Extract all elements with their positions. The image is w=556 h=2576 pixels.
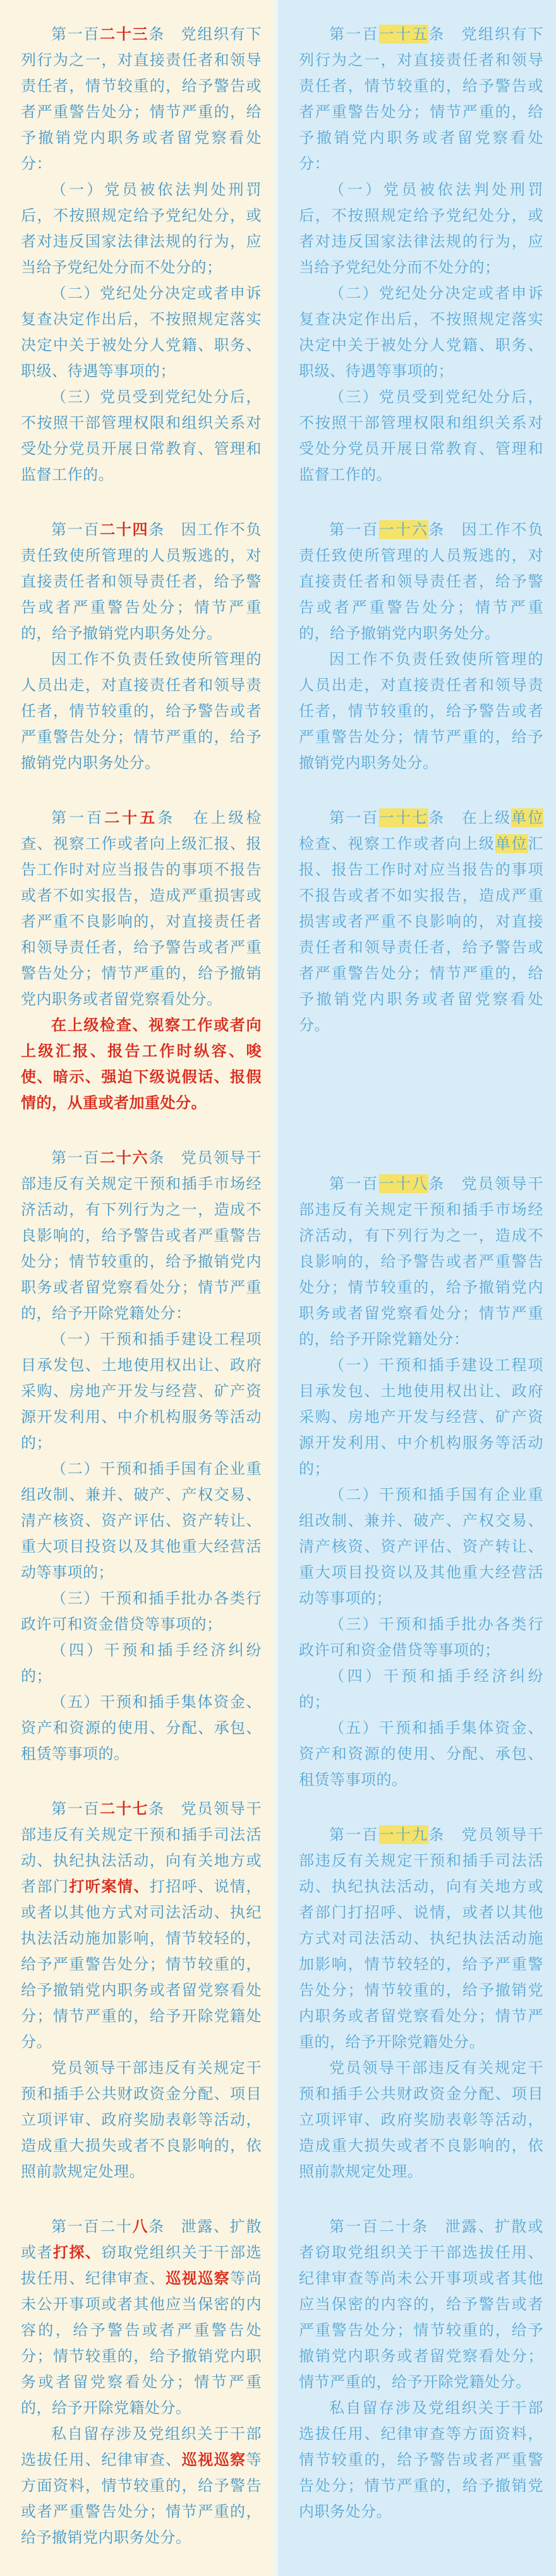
text-run: 党员领导干部违反有关规定干预和插手公共财政资金分配、项目立项评审、政府奖励表彰等活动，造成重大损失或者不良影响的，依照前款规定处理。 bbox=[21, 2059, 262, 2180]
paragraph bbox=[299, 1352, 543, 1482]
paragraph bbox=[21, 1145, 262, 1327]
text-run: 检查、视察工作或者向上级 bbox=[299, 835, 495, 853]
regulation-article bbox=[21, 21, 262, 488]
regulation-article bbox=[299, 1822, 543, 2185]
red-diff-highlight: 二十四 bbox=[100, 521, 149, 538]
regulation-article bbox=[299, 21, 543, 488]
text-run: 第一百 bbox=[51, 1149, 100, 1167]
red-diff-highlight: 二十六 bbox=[100, 1149, 149, 1167]
text-run: 条 党组织有下列行为之一，对直接责任者和领导责任者，情节较重的，给予警告或者严重警告处分；情节严重的，给予撤销党内职务或者留党察看处分： bbox=[299, 25, 543, 173]
column-old-regulation bbox=[278, 0, 556, 2576]
text-run: 因工作不负责任致使所管理的人员出走，对直接责任者和领导责任者，情节较重的，给予警告或者严重警告处分；情节严重的，给予撤销党内职务处分。 bbox=[21, 650, 262, 772]
red-diff-highlight: 在上级检查、视察工作或者向上级汇报、报告工作时纵容、唆使、暗示、强迫下级说假话、报假情的，从重或者加重处分。 bbox=[21, 1016, 262, 1112]
paragraph bbox=[299, 177, 543, 281]
text-run: （五）干预和插手集体资金、资产和资源的使用、分配、承包、租赁等事项的。 bbox=[21, 1693, 262, 1763]
yellow-diff-highlight: 一十六 bbox=[378, 521, 429, 538]
text-run: 条 在上级 bbox=[428, 809, 512, 827]
red-diff-highlight: 二十七 bbox=[100, 1800, 149, 1818]
text-run: （五）干预和插手集体资金、资产和资源的使用、分配、承包、租赁等事项的。 bbox=[299, 1719, 543, 1789]
paragraph bbox=[21, 1012, 262, 1116]
paragraph bbox=[299, 2055, 543, 2185]
yellow-diff-highlight: 一十九 bbox=[378, 1826, 429, 1844]
text-run: （三）干预和插手批办各类行政许可和资金借贷等事项的； bbox=[21, 1589, 262, 1633]
paragraph bbox=[21, 281, 262, 384]
paragraph bbox=[299, 517, 543, 647]
red-diff-highlight: 打听案情、 bbox=[69, 1878, 150, 1895]
paragraph bbox=[21, 647, 262, 776]
text-run: 第一百二十 bbox=[51, 2218, 133, 2235]
paragraph bbox=[299, 2214, 543, 2395]
paragraph bbox=[21, 1327, 262, 1456]
text-run: 条 党员领导干部违反有关规定干预和插手司法活动、执纪执法活动，向有关地方或者部门打招呼、说情，或者以其他方式对司法活动、执纪执法活动施加影响，情节较轻的，给予严重警告处分；情节较重的，给予撤销党内职务或者留党察看处分；情节严重的，给予开除党籍处分。 bbox=[299, 1826, 543, 2051]
text-run: 第一百 bbox=[51, 25, 100, 43]
text-run: 第一百 bbox=[51, 809, 105, 827]
paragraph bbox=[21, 2055, 262, 2185]
paragraph bbox=[299, 1715, 543, 1793]
yellow-diff-highlight: 单位 bbox=[495, 835, 528, 853]
text-run: （三）党员受到党纪处分后，不按照干部管理权限和组织关系对受处分党员开展日常教育、管理和监督工作的。 bbox=[21, 388, 262, 483]
text-run: 第一百 bbox=[51, 521, 100, 538]
text-run: （一）干预和插手建设工程项目承发包、土地使用权出让、政府采购、房地产开发与经营、矿产资源开发利用、中介机构服务等活动的； bbox=[21, 1330, 262, 1452]
paragraph bbox=[21, 1637, 262, 1689]
text-run: 条 在上级检查、视察工作或者向上级汇报、报告工作时对应当报告的事项不报告或者不如实报告，造成严重损害或者严重不良影响的，对直接责任者和领导责任者，给予警告或者严重警告处分；情节严重的，给予撤销党内职务或者留党察看处分。 bbox=[21, 809, 262, 1008]
text-run: 私自留存涉及党组织关于干部选拔任用、纪律审查、 bbox=[21, 2425, 262, 2469]
paragraph bbox=[21, 805, 262, 1012]
text-run: 等尚未公开事项或者其他应当保密的内容的，给予警告或者严重警告处分；情节较重的，给予撤销党内职务或者留党察看处分；情节严重的，给予开除党籍处分。 bbox=[21, 2269, 262, 2417]
regulation-article bbox=[299, 517, 543, 776]
red-diff-highlight: 八 bbox=[132, 2218, 149, 2235]
yellow-diff-highlight: 单位 bbox=[511, 809, 544, 827]
red-diff-highlight: 二十三 bbox=[100, 25, 149, 43]
text-run: 第一百 bbox=[51, 1800, 100, 1818]
text-run: 第一百 bbox=[329, 1175, 379, 1193]
paragraph bbox=[299, 281, 543, 384]
regulation-article bbox=[21, 517, 262, 776]
paragraph bbox=[21, 21, 262, 177]
paragraph bbox=[21, 1689, 262, 1767]
text-run: 第一百二十条 泄露、扩散或者窃取党组织关于干部选拔任用、纪律审查等尚未公开事项或者其他应当保密的内容的，给予警告或者严重警告处分；情节较重的，给予撤销党内职务或者留党察看处分；情节严重的，给予开除党籍处分。 bbox=[299, 2218, 543, 2391]
paragraph bbox=[299, 1663, 543, 1715]
red-diff-highlight: 巡视巡察 bbox=[181, 2451, 246, 2469]
text-run: 第一百 bbox=[329, 809, 379, 827]
text-run: （二）党纪处分决定或者申诉复查决定作出后，不按照规定落实决定中关于被处分人党籍、职务、职级、待遇等事项的； bbox=[299, 284, 543, 380]
text-run: 党员领导干部违反有关规定干预和插手公共财政资金分配、项目立项评审、政府奖励表彰等活动，造成重大损失或者不良影响的，依照前款规定处理。 bbox=[299, 2059, 543, 2180]
red-diff-highlight: 打探、 bbox=[52, 2244, 102, 2261]
text-run: （一）干预和插手建设工程项目承发包、土地使用权出让、政府采购、房地产开发与经营、矿产资源开发利用、中介机构服务等活动的； bbox=[299, 1356, 543, 1478]
text-run: （一）党员被依法判处刑罚后，不按照规定给予党纪处分，或者对违反国家法律法规的行为，应当给予党纪处分而不处分的； bbox=[21, 181, 262, 276]
paragraph bbox=[21, 517, 262, 647]
text-run: 条 因工作不负责任致使所管理的人员叛逃的，对直接责任者和领导责任者，给予警告或者严重警告处分；情节严重的，给予撤销党内职务处分。 bbox=[21, 521, 262, 642]
paragraph bbox=[21, 384, 262, 488]
text-run: （二）干预和插手国有企业重组改制、兼并、破产、产权交易、清产核资、资产评估、资产转让、重大项目投资以及其他重大经营活动等事项的； bbox=[21, 1460, 262, 1581]
text-run: （三）干预和插手批办各类行政许可和资金借贷等事项的； bbox=[299, 1615, 543, 1659]
paragraph bbox=[299, 1822, 543, 2055]
paragraph bbox=[21, 1456, 262, 1586]
text-run: 第一百 bbox=[329, 25, 379, 43]
text-run: 窃取党组织关于干部选拔任用、纪律审查、 bbox=[21, 2244, 262, 2287]
text-run: 汇报、报告工作时对应当报告的事项不报告或者不如实报告，造成严重损害或者严重不良影响的，对直接责任者和领导责任者，给予警告或者严重警告处分；情节严重的，给予撤销党内职务或者留党察看处分。 bbox=[299, 835, 544, 1034]
text-run: （一）党员被依法判处刑罚后，不按照规定给予党纪处分，或者对违反国家法律法规的行为，应当给予党纪处分而不处分的； bbox=[299, 181, 543, 276]
text-run: 因工作不负责任致使所管理的人员出走，对直接责任者和领导责任者，情节较重的，给予警告或者严重警告处分；情节严重的，给予撤销党内职务处分。 bbox=[299, 650, 543, 772]
text-run: 条 泄露、扩散或者 bbox=[21, 2218, 262, 2261]
text-run: （二）干预和插手国有企业重组改制、兼并、破产、产权交易、清产核资、资产评估、资产转让、重大项目投资以及其他重大经营活动等事项的； bbox=[299, 1486, 543, 1607]
text-run: （二）党纪处分决定或者申诉复查决定作出后，不按照规定落实决定中关于被处分人党籍、职务、职级、待遇等事项的； bbox=[21, 284, 262, 380]
yellow-diff-highlight: 一十八 bbox=[378, 1175, 429, 1193]
paragraph bbox=[299, 2395, 543, 2525]
text-run: 第一百 bbox=[329, 521, 379, 538]
red-diff-highlight: 二十五 bbox=[104, 809, 158, 827]
regulation-article bbox=[21, 805, 262, 1116]
yellow-diff-highlight: 一十五 bbox=[378, 25, 429, 43]
paragraph bbox=[21, 2214, 262, 2421]
text-run: 条 因工作不负责任致使所管理的人员叛逃的，对直接责任者和领导责任者，给予警告或者严重警告处分；情节严重的，给予撤销党内职务处分。 bbox=[299, 521, 543, 642]
paragraph bbox=[299, 1612, 543, 1663]
yellow-diff-highlight: 一十七 bbox=[378, 809, 429, 827]
text-run: 等方面资料，情节较重的，给予警告或者严重警告处分；情节严重的，给予撤销党内职务处分。 bbox=[21, 2451, 262, 2546]
paragraph bbox=[299, 1171, 543, 1352]
text-run: 条 党组织有下列行为之一，对直接责任者和领导责任者，情节较重的，给予警告或者严重警告处分；情节严重的，给予撤销党内职务或者留党察看处分： bbox=[21, 25, 262, 173]
column-alignment-spacer bbox=[299, 1038, 543, 1142]
text-run: （三）党员受到党纪处分后，不按照干部管理权限和组织关系对受处分党员开展日常教育、管理和监督工作的。 bbox=[299, 388, 543, 483]
paragraph bbox=[21, 1796, 262, 2055]
text-run: 第一百 bbox=[329, 1826, 379, 1844]
paragraph bbox=[21, 1586, 262, 1637]
regulation-article bbox=[299, 2214, 543, 2525]
paragraph bbox=[299, 21, 543, 177]
paragraph bbox=[299, 647, 543, 776]
regulation-article bbox=[299, 805, 543, 1038]
text-run: （四）干预和插手经济纠纷的； bbox=[21, 1641, 262, 1685]
column-new-regulation bbox=[0, 0, 274, 2576]
regulation-article bbox=[21, 1796, 262, 2185]
text-run: （四）干预和插手经济纠纷的； bbox=[299, 1667, 543, 1711]
text-run: 条 党员领导干部违反有关规定干预和插手市场经济活动，有下列行为之一，造成不良影响的，给予警告或者严重警告处分；情节较重的，给予撤销党内职务或者留党察看处分；情节严重的，给予开除党籍处分： bbox=[21, 1149, 262, 1322]
text-run: 条 党员领导干部违反有关规定干预和插手司法活动、执纪执法活动，向有关地方或者部门 bbox=[21, 1800, 262, 1895]
text-run: 条 党员领导干部违反有关规定干预和插手市场经济活动，有下列行为之一，造成不良影响的，给予警告或者严重警告处分；情节较重的，给予撤销党内职务或者留党察看处分；情节严重的，给予开除党籍处分： bbox=[299, 1175, 543, 1348]
regulation-article bbox=[21, 2214, 262, 2551]
regulation-article bbox=[21, 1145, 262, 1767]
text-run: 打招呼、说情，或者以其他方式对司法活动、执纪执法活动施加影响，情节较轻的，给予严重警告处分；情节较重的，给予撤销党内职务或者留党察看处分；情节严重的，给予开除党籍处分。 bbox=[21, 1878, 262, 2051]
paragraph bbox=[21, 177, 262, 281]
paragraph bbox=[299, 384, 543, 488]
red-diff-highlight: 巡视巡察 bbox=[166, 2269, 231, 2287]
paragraph bbox=[299, 805, 543, 1038]
text-run: 私自留存涉及党组织关于干部选拔任用、纪律审查等方面资料，情节较重的，给予警告或者严重警告处分；情节严重的，给予撤销党内职务处分。 bbox=[299, 2399, 543, 2520]
paragraph bbox=[21, 2421, 262, 2551]
paragraph bbox=[299, 1482, 543, 1612]
regulation-article bbox=[299, 1171, 543, 1793]
